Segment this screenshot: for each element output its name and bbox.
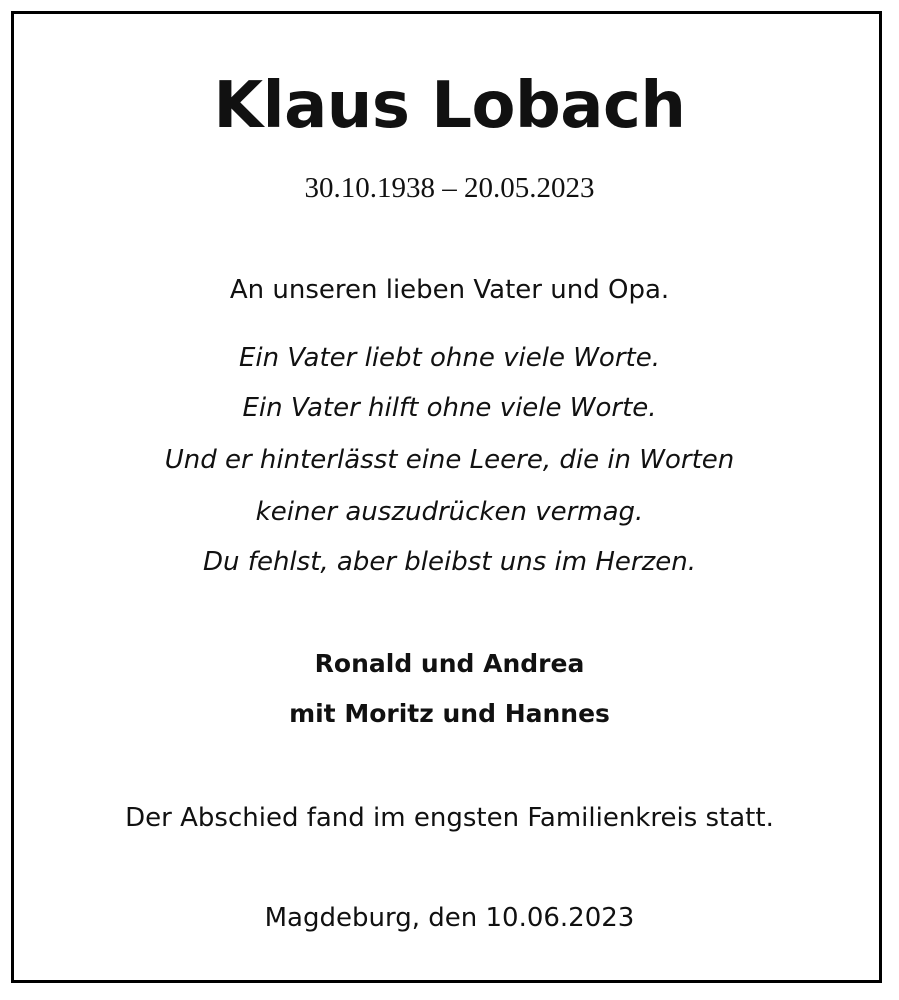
dedication-text: An unseren lieben Vater und Opa. (229, 275, 670, 305)
deceased-name: Klaus Lobach (213, 69, 686, 143)
poem-line: Du fehlst, aber bleibst uns im Herzen. (203, 547, 696, 577)
farewell-note: Der Abschied fand im engsten Familienkreis statt. (125, 803, 774, 833)
poem-line: Ein Vater hilft ohne viele Worte. (242, 393, 657, 423)
poem-line: Und er hinterlässt eine Leere, die in Worten (164, 445, 735, 475)
poem-line: Ein Vater liebt ohne viele Worte. (239, 343, 660, 373)
family-names: mit Moritz und Hannes (289, 699, 610, 728)
place-and-date: Magdeburg, den 10.06.2023 (264, 903, 635, 933)
life-dates: 30.10.1938 – 20.05.2023 (304, 172, 595, 204)
family-names: Ronald und Andrea (314, 649, 585, 678)
poem-line: keiner auszudrücken vermag. (255, 497, 644, 527)
